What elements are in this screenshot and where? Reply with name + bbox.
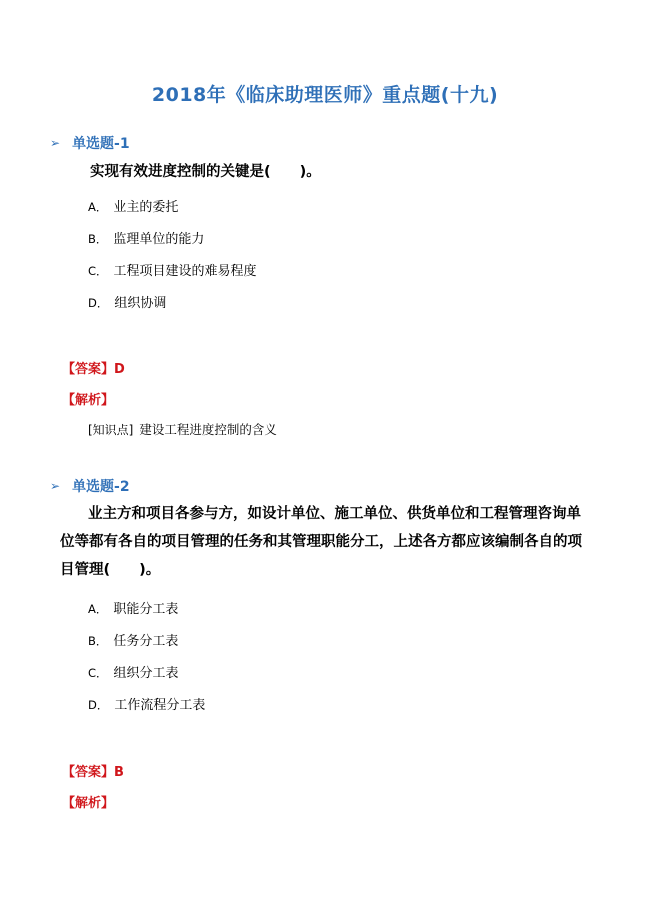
- question-1-option-b: [88, 228, 204, 247]
- option-text: 组织协调: [114, 296, 167, 311]
- page-title: 2018年《临床助理医师》重点题(十九): [151, 84, 499, 106]
- option-text: 工程项目建设的难易程度: [113, 264, 257, 279]
- question-1-option-a: [88, 196, 178, 215]
- option-letter: B．: [88, 634, 108, 648]
- option-text: 职能分工表: [113, 602, 179, 617]
- option-text: 任务分工表: [113, 634, 179, 649]
- option-text: 工作流程分工表: [114, 698, 206, 713]
- option-letter: A．: [88, 200, 108, 214]
- question-1-heading-label: 单选题-1: [72, 136, 130, 152]
- question-2-option-a: [88, 598, 178, 617]
- option-letter: C．: [88, 264, 108, 278]
- knowledge-point-tag: [知识点]: [88, 423, 134, 437]
- option-letter: D．: [88, 698, 109, 712]
- option-text: 业主的委托: [113, 200, 179, 215]
- question-1-knowledge-point: [88, 420, 277, 438]
- option-letter: D．: [88, 296, 109, 310]
- question-2-analysis-label: 【解析】: [62, 796, 115, 811]
- question-1-stem: 实现有效进度控制的关键是( )。: [90, 164, 321, 180]
- knowledge-point-text: 建设工程进度控制的含义: [139, 422, 277, 437]
- arrow-bullet-icon: ➢: [50, 479, 61, 493]
- question-2-option-b: [88, 630, 178, 649]
- question-2-stem-text: 业主方和项目各参与方，如设计单位、施工单位、供货单位和工程管理咨询单位等都有各自的项目管理的任务和其管理职能分工，上述各方都应该编制各自的项目管理( )。: [60, 506, 582, 578]
- question-2-option-c: [88, 662, 179, 681]
- option-letter: B．: [88, 232, 108, 246]
- arrow-bullet-icon: ➢: [50, 136, 61, 150]
- question-1-heading: [50, 133, 130, 153]
- question-2-stem: [60, 500, 588, 584]
- question-2-heading-label: 单选题-2: [72, 479, 130, 495]
- question-1-analysis-label: 【解析】: [62, 393, 115, 408]
- question-2-option-d: [88, 694, 205, 713]
- question-2-heading: [50, 476, 130, 496]
- option-letter: A．: [88, 602, 108, 616]
- question-1-option-c: [88, 260, 257, 279]
- question-1-option-d: [88, 292, 166, 311]
- question-2-answer: 【答案】B: [62, 765, 124, 780]
- option-text: 监理单位的能力: [113, 232, 205, 247]
- option-letter: C．: [88, 666, 108, 680]
- question-1-answer: 【答案】D: [62, 362, 125, 377]
- option-text: 组织分工表: [113, 666, 179, 681]
